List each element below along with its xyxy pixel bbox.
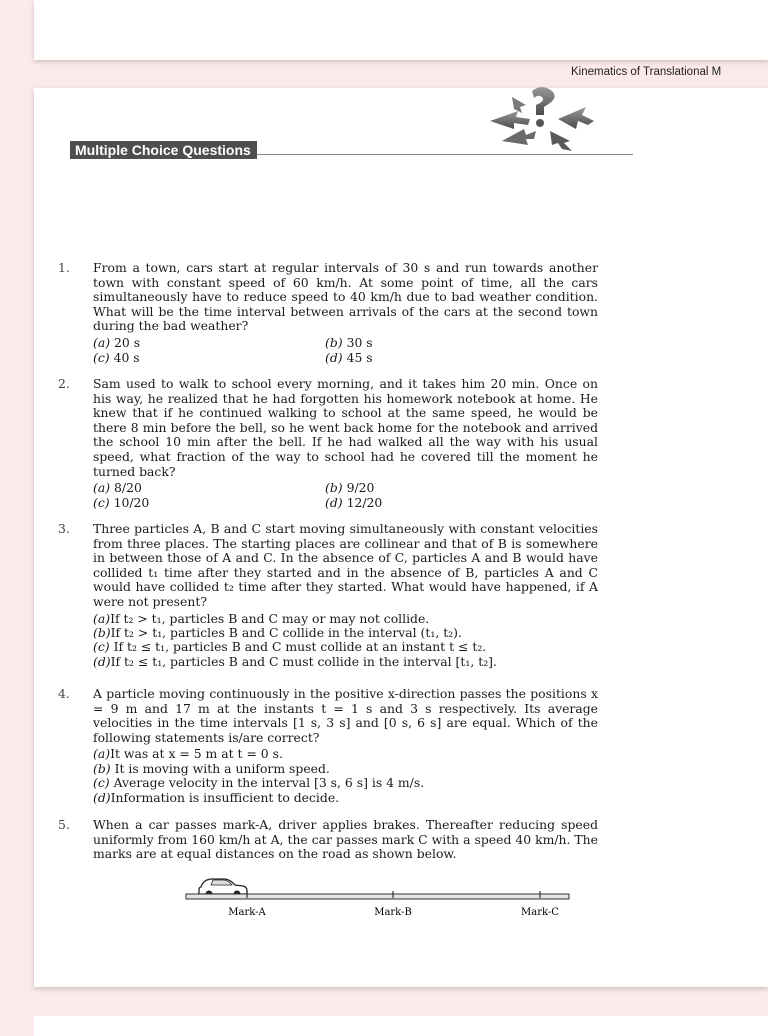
question-number: 5.	[58, 817, 70, 832]
option-label: (a)	[93, 480, 111, 496]
option-label: (c)	[93, 639, 110, 655]
running-head: Kinematics of Translational M	[571, 66, 722, 78]
option-a[interactable]	[93, 612, 598, 626]
option-c[interactable]	[93, 351, 325, 366]
mark-b-label: Mark-B	[374, 907, 412, 918]
option-text: Information is insufficient to decide.	[110, 789, 340, 805]
road-strip	[186, 894, 569, 899]
option-label: (c)	[93, 775, 110, 791]
options	[93, 481, 598, 510]
section-heading: Multiple Choice Questions	[70, 141, 257, 159]
option-c[interactable]	[93, 496, 325, 511]
option-label: (b)	[325, 480, 343, 496]
option-text: If t₂ ≤ t₁, particles B and C must collide in the interval [t₁, t₂].	[110, 653, 497, 669]
question-3	[58, 522, 598, 669]
option-d[interactable]	[325, 496, 525, 511]
direction-arrows-icon	[478, 85, 598, 151]
question-number: 1.	[58, 260, 70, 275]
option-text: If t₂ ≤ t₁, particles B and C must collide at an instant t ≤ t₂.	[113, 639, 487, 655]
question-number: 3.	[58, 521, 70, 536]
option-label: (d)	[325, 349, 343, 365]
option-b[interactable]	[93, 626, 598, 640]
option-b[interactable]	[325, 481, 525, 496]
option-c[interactable]	[93, 776, 598, 790]
question-stem: A particle moving continuously in the positive x-direction passes the positions x = 9 m and 17 m at the instants t = 1 s and 3 s respectively. Its average velocities in the time intervals [1 s, 3 s] and [0 s, 6 s] are equal. Which of the following statements is/are correct?	[93, 686, 598, 745]
previous-page	[34, 0, 768, 60]
option-c[interactable]	[93, 640, 598, 654]
option-text: 30 s	[346, 334, 373, 350]
question-5	[58, 818, 598, 862]
option-b[interactable]	[93, 762, 598, 776]
option-text: Average velocity in the interval [3 s, 6 s] is 4 m/s.	[113, 775, 425, 791]
mark-c-label: Mark-C	[521, 907, 559, 918]
question-number: 2.	[58, 376, 70, 391]
next-page	[34, 1016, 768, 1036]
option-text: 12/20	[346, 494, 383, 510]
option-text: 8/20	[114, 480, 142, 496]
option-d[interactable]	[93, 655, 598, 669]
question-1	[58, 261, 598, 365]
options	[93, 747, 598, 805]
option-label: (b)	[93, 760, 111, 776]
option-text: 10/20	[113, 494, 150, 510]
option-text: It is moving with a uniform speed.	[114, 760, 330, 776]
option-label: (b)	[325, 334, 343, 350]
option-a[interactable]	[93, 481, 325, 496]
option-text: If t₂ > t₁, particles B and C collide in the interval (t₁, t₂).	[110, 624, 462, 640]
question-stem: When a car passes mark-A, driver applies brakes. Thereafter reducing speed uniformly from 160 km/h at A, the car passes mark C with a speed 40 km/h. The marks are at equal distances on the road as shown below.	[93, 817, 598, 862]
option-label: (d)	[93, 653, 111, 669]
question-2	[58, 377, 598, 510]
options	[93, 336, 598, 365]
option-text: If t₂ > t₁, particles B and C may or may not collide.	[110, 610, 430, 626]
option-text: 9/20	[346, 480, 375, 496]
road-figure	[183, 868, 573, 928]
option-label: (a)	[93, 746, 111, 762]
option-label: (d)	[93, 789, 111, 805]
question-stem: Three particles A, B and C start moving simultaneously with constant velocities from three places. The starting places are collinear and that of B is somewhere in between those of A and C. In the absence of C, particles A and B would have collided t₁ time after they started and in the absence of B, particles A and C would have collided t₂ time after they started. What would have happened, if A were not present?	[93, 521, 598, 609]
option-label: (c)	[93, 349, 110, 365]
option-label: (c)	[93, 494, 110, 510]
option-d[interactable]	[325, 351, 525, 366]
question-stem: From a town, cars start at regular intervals of 30 s and run towards another town with constant speed of 60 km/h. At some point of time, all the cars simultaneously have to reduce speed to 40 km/h due to bad weather condition. What will be the time interval between arrivals of the cars at the second town during the bad weather?	[93, 260, 598, 334]
option-label: (a)	[93, 334, 111, 350]
option-text: 40 s	[113, 349, 140, 365]
question-number: 4.	[58, 686, 70, 701]
question-4	[58, 687, 598, 805]
option-label: (d)	[325, 494, 343, 510]
option-text: 45 s	[346, 349, 373, 365]
option-label: (a)	[93, 610, 111, 626]
mark-a-label: Mark-A	[228, 907, 266, 918]
option-d[interactable]	[93, 791, 598, 805]
option-a[interactable]	[93, 336, 325, 351]
option-text: It was at x = 5 m at t = 0 s.	[110, 746, 283, 762]
options	[93, 612, 598, 670]
question-stem: Sam used to walk to school every morning, and it takes him 20 min. Once on his way, he realized that he had forgotten his homework notebook at home. He knew that if he continued walking to school at the same speed, he would be there 8 min before the bell, so he went back home for the notebook and arrived the school 10 min after the bell. If he had walked all the way with his usual speed, what fraction of the way to school had he covered till the moment he turned back?	[93, 376, 598, 479]
option-b[interactable]	[325, 336, 525, 351]
option-a[interactable]	[93, 747, 598, 761]
option-label: (b)	[93, 624, 111, 640]
option-text: 20 s	[114, 334, 141, 350]
